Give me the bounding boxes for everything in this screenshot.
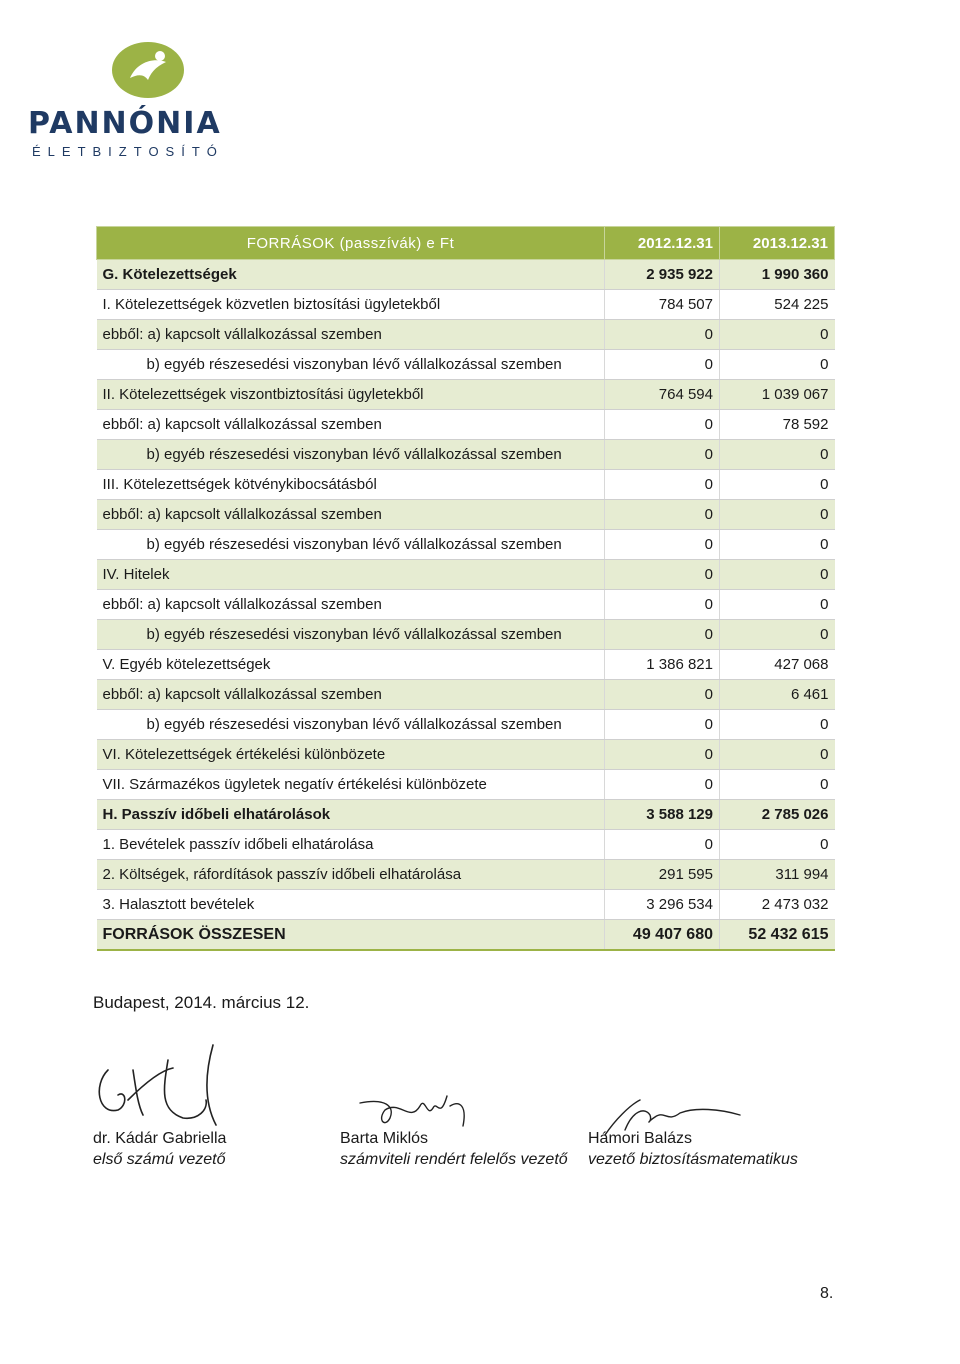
row-value-2013: 0 [720,440,835,470]
header-year-2013: 2013.12.31 [720,227,835,260]
row-label: b) egyéb részesedési viszonyban lévő vállalkozással szemben [97,440,605,470]
row-value-2012: 0 [605,320,720,350]
row-label: H. Passzív időbeli elhatárolások [97,800,605,830]
row-value-2012: 0 [605,410,720,440]
table-row [97,890,835,920]
row-value-2012: 0 [605,530,720,560]
row-label: V. Egyéb kötelezettségek [97,650,605,680]
row-value-2013: 0 [720,470,835,500]
row-value-2012: 0 [605,500,720,530]
table-row [97,410,835,440]
table-row [97,440,835,470]
row-value-2012: 0 [605,590,720,620]
header-year-2012: 2012.12.31 [605,227,720,260]
row-value-2012: 3 296 534 [605,890,720,920]
table-row [97,500,835,530]
table-header-row [97,227,835,260]
row-label: III. Kötelezettségek kötvénykibocsátásból [97,470,605,500]
row-value-2012: 0 [605,620,720,650]
row-value-2013: 52 432 615 [720,920,835,951]
row-value-2012: 3 588 129 [605,800,720,830]
row-label: 3. Halasztott bevételek [97,890,605,920]
table-row [97,830,835,860]
row-value-2013: 0 [720,710,835,740]
row-label: ebből: a) kapcsolt vállalkozással szemben [97,320,605,350]
row-value-2013: 2 473 032 [720,890,835,920]
row-value-2013: 427 068 [720,650,835,680]
place-date: Budapest, 2014. március 12. [93,993,310,1012]
row-value-2013: 0 [720,620,835,650]
row-value-2012: 0 [605,830,720,860]
row-value-2013: 0 [720,320,835,350]
row-label: ebből: a) kapcsolt vállalkozással szemben [97,500,605,530]
signature-barta [355,1088,495,1133]
row-value-2013: 0 [720,770,835,800]
row-value-2013: 0 [720,830,835,860]
row-value-2012: 49 407 680 [605,920,720,951]
logo-emblem-icon [108,40,188,100]
logo-subtitle: ÉLETBIZTOSÍTÓ [32,144,224,159]
row-value-2013: 6 461 [720,680,835,710]
table-row [97,290,835,320]
signatory-1 [93,1128,226,1170]
signatory-title: első számú vezető [93,1151,226,1168]
row-value-2012: 0 [605,740,720,770]
row-value-2013: 0 [720,500,835,530]
row-value-2012: 784 507 [605,290,720,320]
row-value-2012: 0 [605,680,720,710]
table-row [97,650,835,680]
table-row [97,260,835,290]
signatory-3 [588,1128,798,1170]
row-value-2012: 764 594 [605,380,720,410]
table-row [97,620,835,650]
row-value-2013: 1 039 067 [720,380,835,410]
row-value-2012: 2 935 922 [605,260,720,290]
row-value-2012: 1 386 821 [605,650,720,680]
table-row [97,530,835,560]
page-number: 8. [820,1285,834,1302]
logo-name: PANNÓNIA [28,106,222,141]
row-label: G. Kötelezettségek [97,260,605,290]
row-label: VI. Kötelezettségek értékelési különbözete [97,740,605,770]
row-value-2013: 0 [720,530,835,560]
header-label: FORRÁSOK (passzívák) e Ft [97,227,605,260]
row-label: IV. Hitelek [97,560,605,590]
row-label: ebből: a) kapcsolt vállalkozással szemben [97,590,605,620]
row-label: II. Kötelezettségek viszontbiztosítási ügyletekből [97,380,605,410]
signatory-2 [340,1128,568,1170]
row-label: b) egyéb részesedési viszonyban lévő vállalkozással szemben [97,710,605,740]
table-row [97,710,835,740]
table-row [97,800,835,830]
table-row [97,590,835,620]
row-label: 2. Költségek, ráfordítások passzív időbeli elhatárolása [97,860,605,890]
row-label: VII. Származékos ügyletek negatív értékelési különbözete [97,770,605,800]
row-value-2013: 311 994 [720,860,835,890]
row-value-2012: 0 [605,770,720,800]
row-value-2013: 0 [720,740,835,770]
row-value-2012: 0 [605,440,720,470]
row-value-2013: 524 225 [720,290,835,320]
row-label: 1. Bevételek passzív időbeli elhatárolása [97,830,605,860]
liabilities-table [96,226,834,951]
row-value-2013: 78 592 [720,410,835,440]
company-logo [28,40,258,159]
table-row [97,350,835,380]
row-value-2012: 291 595 [605,860,720,890]
row-value-2013: 0 [720,590,835,620]
row-label: ebből: a) kapcsolt vállalkozással szemben [97,410,605,440]
table-row [97,680,835,710]
row-label: ebből: a) kapcsolt vállalkozással szemben [97,680,605,710]
table-row [97,860,835,890]
signature-kadar [88,1040,238,1130]
row-value-2012: 0 [605,710,720,740]
table-row [97,320,835,350]
row-value-2013: 0 [720,350,835,380]
row-label: I. Kötelezettségek közvetlen biztosítási ügyletekből [97,290,605,320]
signatory-name: Barta Miklós [340,1130,429,1147]
table-row [97,770,835,800]
table-row [97,470,835,500]
row-value-2013: 0 [720,560,835,590]
signatory-name: dr. Kádár Gabriella [93,1130,227,1147]
row-value-2013: 1 990 360 [720,260,835,290]
table-row [97,380,835,410]
signatory-title: számviteli rendért felelős vezető [340,1151,568,1168]
table-total-row [97,920,835,951]
row-value-2013: 2 785 026 [720,800,835,830]
row-label: b) egyéb részesedési viszonyban lévő vállalkozással szemben [97,530,605,560]
table-row [97,560,835,590]
row-label: FORRÁSOK ÖSSZESEN [97,920,605,951]
row-label: b) egyéb részesedési viszonyban lévő vállalkozással szemben [97,620,605,650]
row-label: b) egyéb részesedési viszonyban lévő vállalkozással szemben [97,350,605,380]
signatory-title: vezető biztosításmatematikus [588,1151,798,1168]
signatory-name: Hámori Balázs [588,1130,693,1147]
row-value-2012: 0 [605,350,720,380]
row-value-2012: 0 [605,470,720,500]
table-row [97,740,835,770]
row-value-2012: 0 [605,560,720,590]
